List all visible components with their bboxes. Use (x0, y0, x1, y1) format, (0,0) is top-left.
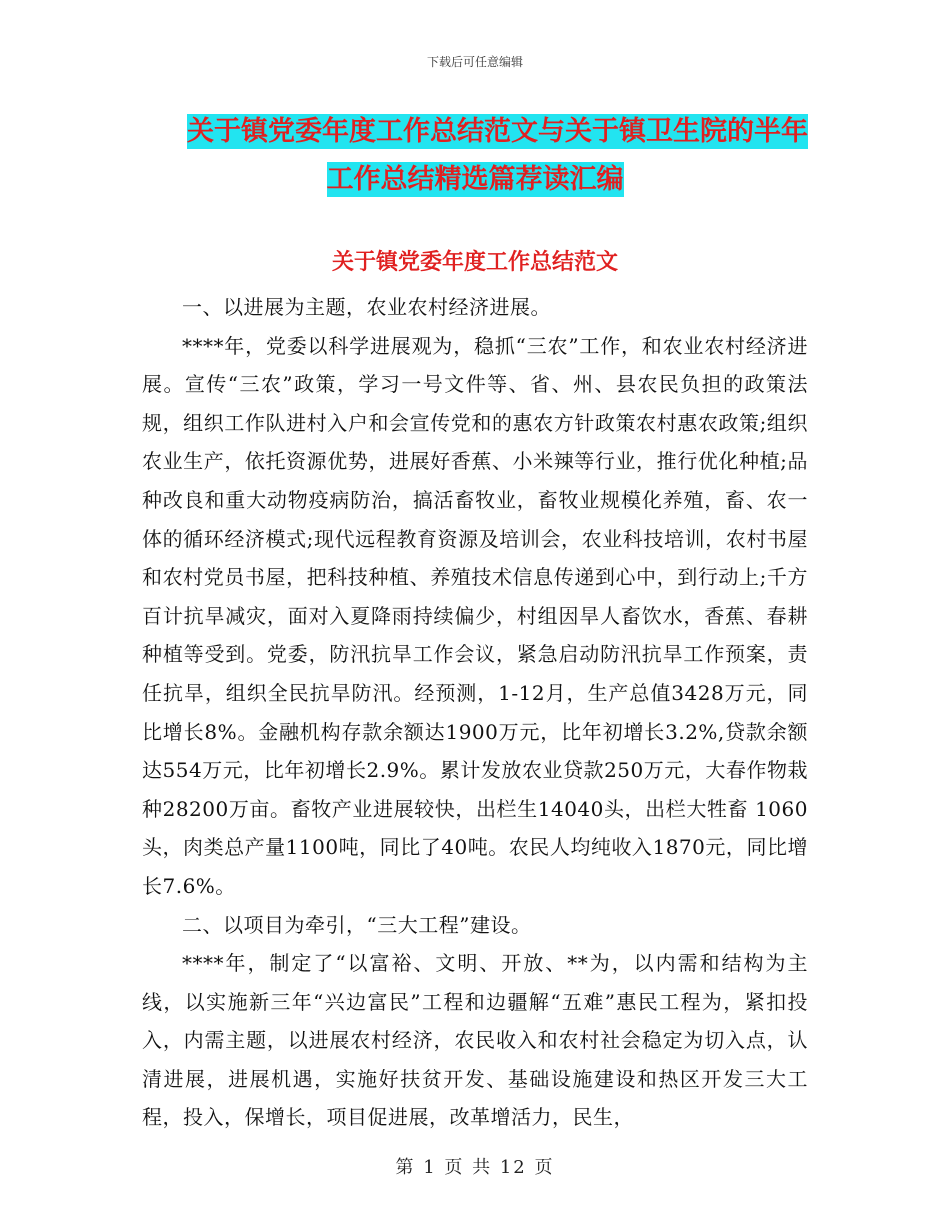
paragraph: ****年，党委以科学进展观为，稳抓“三农”工作，和农业农村经济进展。宣传“三农”政策，学习一号文件等、省、州、县农民负担的政策法规，组织工作队进村入户和会宣传党和的惠农方针政策农村惠农政策;组织农业生产，依托资源优势，进展好香蕉、小米辣等行业，推行优化种植;品种改良和重大动物疫病防治，搞活畜牧业，畜牧业规模化养殖，畜、农一体的循环经济模式;现代远程教育资源及培训会，农业科技培训，农村书屋和农村党员书屋，把科技种植、养殖技术信息传递到心中，到行动上;千方百计抗旱减灾，面对入夏降雨持续偏少，村组因旱人畜饮水，香蕉、春耕种植等受到。党委，防汛抗旱工作会议，紧急启动防汛抗旱工作预案，责任抗旱，组织全民抗旱防汛。经预测，1-12月，生产总值3428万元，同比增长8%。金融机构存款余额达1900万元，比年初增长3.2%,贷款余额达554万元，比年初增长2.9%。累计发放农业贷款250万元，大春作物栽种28200万亩。畜牧产业进展较快，出栏生14040头，出栏大牲畜 1060头，肉类总产量1100吨，同比了40吨。农民人均纯收入1870元，同比增长7.6%。 (142, 333, 808, 898)
page-number: 第 1 页 共 12 页 (395, 1157, 555, 1178)
title-line-2: 工作总结精选篇荐读汇编 (326, 164, 624, 195)
paragraph: ****年，制定了“以富裕、文明、开放、**为，以内需和结构为主线，以实施新三年“兴边富民”工程和边疆解“五难”惠民工程为，紧扣投入，内需主题，以进展农村经济，农民收入和农村社会稳定为切入点，认清进展，进展机遇，实施好扶贫开发、基础设施建设和热区开发三大工程，投入，保增长，项目促进展，改革增活力，民生， (142, 951, 808, 1130)
paragraph: 二、以项目为牵引，“三大工程”建设。 (182, 912, 532, 937)
document-title (0, 108, 950, 204)
section-title: 关于镇党委年度工作总结范文 (331, 249, 618, 275)
paragraph: 一、以进展为主题，农业农村经济进展。 (182, 295, 551, 319)
body-text (142, 288, 808, 1137)
title-line-1: 关于镇党委年度工作总结范文与关于镇卫生院的半年 (187, 116, 808, 147)
header-note: 下载后可任意编辑 (426, 55, 523, 69)
